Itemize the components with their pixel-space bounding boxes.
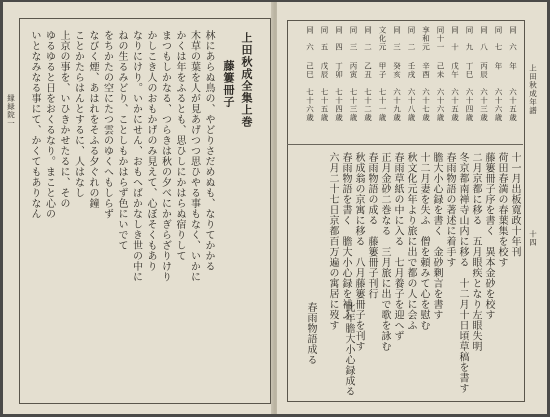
left-text-column: まつもしかなる、つらきは秋の夕べにかぎらざりけり — [159, 30, 171, 282]
year-cell: 同 五 — [320, 26, 329, 52]
era-cell: 丙辰 — [479, 62, 489, 79]
age-cell: 七十三歳 — [349, 88, 358, 122]
entry-column: 二月京都に移る 五月眼疾となり左眼失明 — [470, 152, 481, 352]
year-cell: 同 六 — [508, 26, 518, 52]
footer-note-1: 此年膽大小心録成る — [343, 302, 354, 397]
year-cell: 同 十 — [450, 26, 460, 52]
age-cell: 七十四歳 — [334, 88, 344, 122]
year-cell: 同 九 — [465, 26, 474, 52]
left-text-column: かくは年をふるとも、思ひしにかはらぬ宿りして — [174, 30, 185, 261]
entry-column: 秋成翁の京寓に移る 八月藤簍冊子を刊す — [353, 152, 364, 352]
age-cell: 六十七歳 — [421, 88, 431, 122]
entry-column: 春雨物語の成る 藤簍冊子刊行 — [366, 152, 377, 299]
era-cell: 丁巳 — [465, 62, 474, 79]
era-cell: 癸亥 — [392, 62, 402, 79]
left-text-column: ゆるゆると日をおくるなり。まこと心の — [43, 30, 55, 219]
age-cell: 七十二歳 — [363, 88, 373, 122]
era-cell: 乙丑 — [363, 62, 373, 79]
page-number: 十四 — [528, 230, 538, 247]
right-running-head: 上田秋成年譜 — [528, 64, 538, 115]
left-text-column: ことかたらはんとするに、人はなし — [72, 30, 84, 198]
left-running-head: 縁緑院一 — [6, 94, 16, 128]
age-cell: 六十六歳 — [494, 88, 503, 122]
entry-column: 六月二十七日京都百万遍の寓居に歿す — [327, 152, 338, 331]
year-cell: 文化元 — [378, 26, 387, 52]
age-cell: 六十八歳 — [407, 88, 416, 122]
age-cell: 六十五歳 — [508, 88, 518, 122]
footer-note-2: 春雨物語成る — [305, 302, 316, 365]
volume-title: 上田秋成全集上巻 — [240, 32, 253, 128]
entry-column: 正月金砂二巻なる 三月旅に出で歌を詠む — [379, 152, 390, 352]
age-cell: 七十六歳 — [305, 88, 315, 122]
left-text-column: かしこき人のおもかげのみ見えて、心ぼそくもあり — [145, 30, 156, 272]
left-text-column: いとなみなる事にて、かくてもありなん — [29, 30, 40, 219]
year-cell: 享和元 — [421, 26, 431, 52]
entry-column: 十一月出板寛政十年刊 — [509, 152, 520, 257]
entry-column: 膽大小心録を書く 金砂剰言を書す — [431, 152, 442, 320]
year-cell: 同 七 — [494, 26, 503, 52]
left-text-column: 林にあらぬ鳥の、やどりさだめぬも、なりてかかる — [203, 30, 214, 272]
era-cell: 甲子 — [378, 62, 387, 79]
era-cell: 戊午 — [450, 62, 460, 79]
year-cell: 同 二 — [363, 26, 373, 52]
entry-column: 荷田春満の春葉集を校す — [496, 152, 507, 268]
right-page — [277, 2, 547, 414]
era-cell: 丁卯 — [334, 62, 344, 79]
age-cell: 六十五歳 — [450, 88, 460, 122]
era-cell: 丙寅 — [349, 62, 358, 79]
entry-column: 春雨物語の著述に着手す — [444, 152, 455, 268]
left-text-column: なりにけり。いかにせん、おもへばかなしき世の中に — [130, 30, 142, 282]
era-cell: 壬戌 — [407, 62, 416, 79]
age-cell: 七十一歳 — [378, 88, 387, 122]
open-book — [3, 2, 547, 414]
era-cell: 己巳 — [305, 62, 315, 79]
era-cell: 年 — [508, 62, 518, 71]
age-cell: 六十三歳 — [479, 88, 489, 122]
chronology-divider — [287, 144, 523, 145]
year-cell: 同 四 — [334, 26, 344, 52]
entry-column: 冬京都南禅寺山内に移る 十二月十日頃草稿を書す — [457, 152, 468, 394]
entry-column: 春雨草紙の中に入る 七月養子を迎へず — [392, 152, 403, 341]
left-text-column: ねの生るみどり、ことしもかはらず色にいでて — [116, 30, 127, 251]
entry-column: 藤簍冊子序を書く 異本金砂を校す — [483, 152, 494, 320]
left-text-column: なびく煙、あはれをそふる夕ぐれの鐘 — [87, 30, 98, 209]
era-cell: 己未 — [436, 62, 445, 79]
year-cell: 同 六 — [305, 26, 315, 52]
age-cell: 六十九歳 — [392, 88, 402, 122]
year-cell: 同 八 — [479, 26, 489, 52]
entry-column: 十二月妻を失ふ 僧を頼みて心を慰む — [418, 152, 429, 331]
age-cell: 六十六歳 — [436, 88, 445, 122]
era-cell: 辛酉 — [421, 62, 431, 79]
era-cell: 年 — [494, 62, 503, 71]
era-cell: 戊辰 — [320, 62, 329, 79]
left-text-column: 木草の葉を人が見あげつつ思ひやる事もなく、いかに — [188, 30, 200, 282]
year-cell: 同 三 — [349, 26, 358, 52]
entry-column: 春雨物語を書く 膽大小心録を補ふ — [340, 152, 351, 320]
age-cell: 七十五歳 — [320, 88, 329, 122]
left-text-column: をちかたの空にたつ雲のゆくへもしらず — [101, 30, 113, 219]
age-cell: 六十四歳 — [465, 88, 474, 122]
year-cell: 同十一 — [436, 26, 445, 52]
entry-column: 秋文化元年より旅に出で都の人に会ふ — [405, 152, 416, 331]
year-cell: 同 二 — [407, 26, 416, 52]
year-cell: 同 三 — [392, 26, 402, 52]
left-text-column: 上京の事を、いひきかせたるに、その — [58, 30, 69, 209]
work-title: 藤簍冊子 — [222, 60, 235, 108]
left-page — [3, 2, 273, 414]
